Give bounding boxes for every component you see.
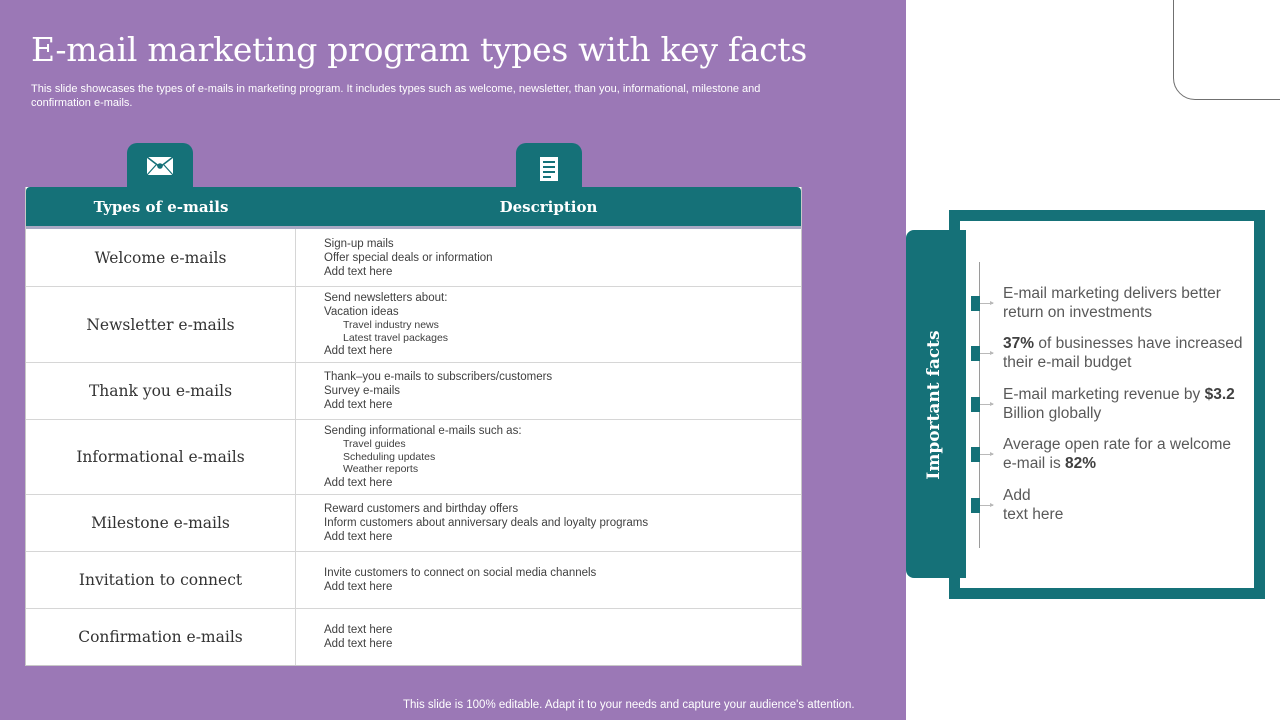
- fact-marker-icon: [971, 296, 980, 311]
- email-type-cell: Invitation to connect: [26, 552, 296, 608]
- description-cell: [296, 363, 801, 419]
- description-cell: [296, 552, 801, 608]
- header-types: Types of e-mails: [93, 197, 229, 216]
- table-body: [26, 229, 801, 665]
- types-tab: [127, 143, 193, 193]
- fact-highlight: 37%: [1003, 335, 1035, 352]
- slide-title: E-mail marketing program types with key facts: [31, 30, 808, 69]
- description-line: Weather reports: [343, 463, 419, 476]
- fact-highlight: $3.2: [1204, 386, 1235, 403]
- description-line: Vacation ideas: [324, 306, 399, 318]
- description-line: Latest travel packages: [343, 331, 449, 344]
- fact-text-part: Add: [1003, 487, 1031, 504]
- description-line: Add text here: [324, 581, 393, 593]
- fact-text-part: Billion globally: [1003, 405, 1102, 422]
- description-line: Send newsletters about:: [324, 292, 448, 304]
- description-line: Sign-up mails: [324, 237, 394, 250]
- fact-marker-icon: [971, 447, 980, 462]
- email-type-cell: Milestone e-mails: [26, 495, 296, 551]
- table-row: [26, 609, 801, 665]
- description-line: Inform customers about anniversary deals and loyalty programs: [324, 517, 649, 529]
- email-type-cell: Thank you e-mails: [26, 363, 296, 419]
- table-row: [26, 287, 801, 363]
- corner-frame: [1173, 0, 1280, 100]
- fact-marker-icon: [971, 346, 980, 361]
- fact-text-part: Average open rate for a welcome e-mail is: [1003, 436, 1232, 472]
- description-tab: [516, 143, 582, 193]
- arrow-icon: [980, 505, 993, 506]
- email-type-cell: Confirmation e-mails: [26, 609, 296, 665]
- fact-text-part: text here: [1003, 506, 1064, 523]
- arrow-icon: [980, 303, 993, 304]
- envelope-icon: [146, 156, 174, 176]
- description-line: Add text here: [324, 265, 393, 278]
- table-row: [26, 420, 801, 495]
- email-type-cell: Welcome e-mails: [26, 229, 296, 286]
- header-description: Description: [499, 197, 598, 216]
- fact-text-part: E-mail marketing revenue by: [1003, 386, 1205, 403]
- description-line: Add text here: [324, 638, 393, 650]
- description-line: Add text here: [324, 399, 393, 411]
- description-cell: [296, 287, 801, 362]
- table-row: [26, 495, 801, 552]
- email-type-cell: Informational e-mails: [26, 420, 296, 494]
- table-row: [26, 229, 801, 287]
- description-line: Travel guides: [343, 438, 406, 451]
- slide-subtitle: This slide showcases the types of e-mails in marketing program. It includes types such as welcome, newsletter, than you, informational, milestone and confirmation e-mails.: [31, 83, 761, 109]
- description-cell: [296, 495, 801, 551]
- description-line: Add text here: [324, 345, 393, 357]
- arrow-icon: [980, 454, 993, 455]
- description-line: Reward customers and birthday offers: [324, 503, 519, 515]
- fact-text: [1003, 435, 1243, 473]
- fact-text: [1003, 486, 1243, 524]
- description-line: Offer special deals or information: [324, 251, 493, 264]
- description-line: Travel industry news: [343, 319, 439, 331]
- fact-text-part: of businesses have increased their e-mail budget: [1003, 335, 1243, 371]
- description-line: Sending informational e-mails such as:: [324, 425, 522, 438]
- fact-text: [1003, 385, 1243, 423]
- fact-marker-icon: [971, 397, 980, 412]
- description-cell: [296, 609, 801, 665]
- fact-text: [1003, 334, 1243, 372]
- description-line: Add text here: [324, 531, 393, 543]
- email-type-cell: Newsletter e-mails: [26, 287, 296, 362]
- document-icon: [539, 156, 559, 182]
- fact-text-part: E-mail marketing delivers better return on investments: [1003, 285, 1221, 321]
- description-line: Thank–you e-mails to subscribers/customers: [324, 371, 553, 383]
- email-types-table: [25, 187, 802, 666]
- description-cell: [296, 420, 801, 494]
- table-header: [26, 187, 801, 229]
- facts-label: Important facts: [924, 330, 944, 480]
- fact-highlight: 82%: [1065, 455, 1097, 472]
- arrow-icon: [980, 353, 993, 354]
- description-line: Survey e-mails: [324, 385, 401, 397]
- fact-text: [1003, 284, 1243, 322]
- slide-footer: This slide is 100% editable. Adapt it to your needs and capture your audience's attention.: [403, 699, 855, 711]
- description-cell: [296, 229, 801, 286]
- table-row: [26, 552, 801, 609]
- table-row: [26, 363, 801, 420]
- fact-marker-icon: [971, 498, 980, 513]
- description-line: Add text here: [324, 476, 393, 489]
- arrow-icon: [980, 404, 993, 405]
- description-line: Invite customers to connect on social media channels: [324, 567, 597, 579]
- description-line: Add text here: [324, 624, 393, 636]
- description-line: Scheduling updates: [343, 450, 436, 463]
